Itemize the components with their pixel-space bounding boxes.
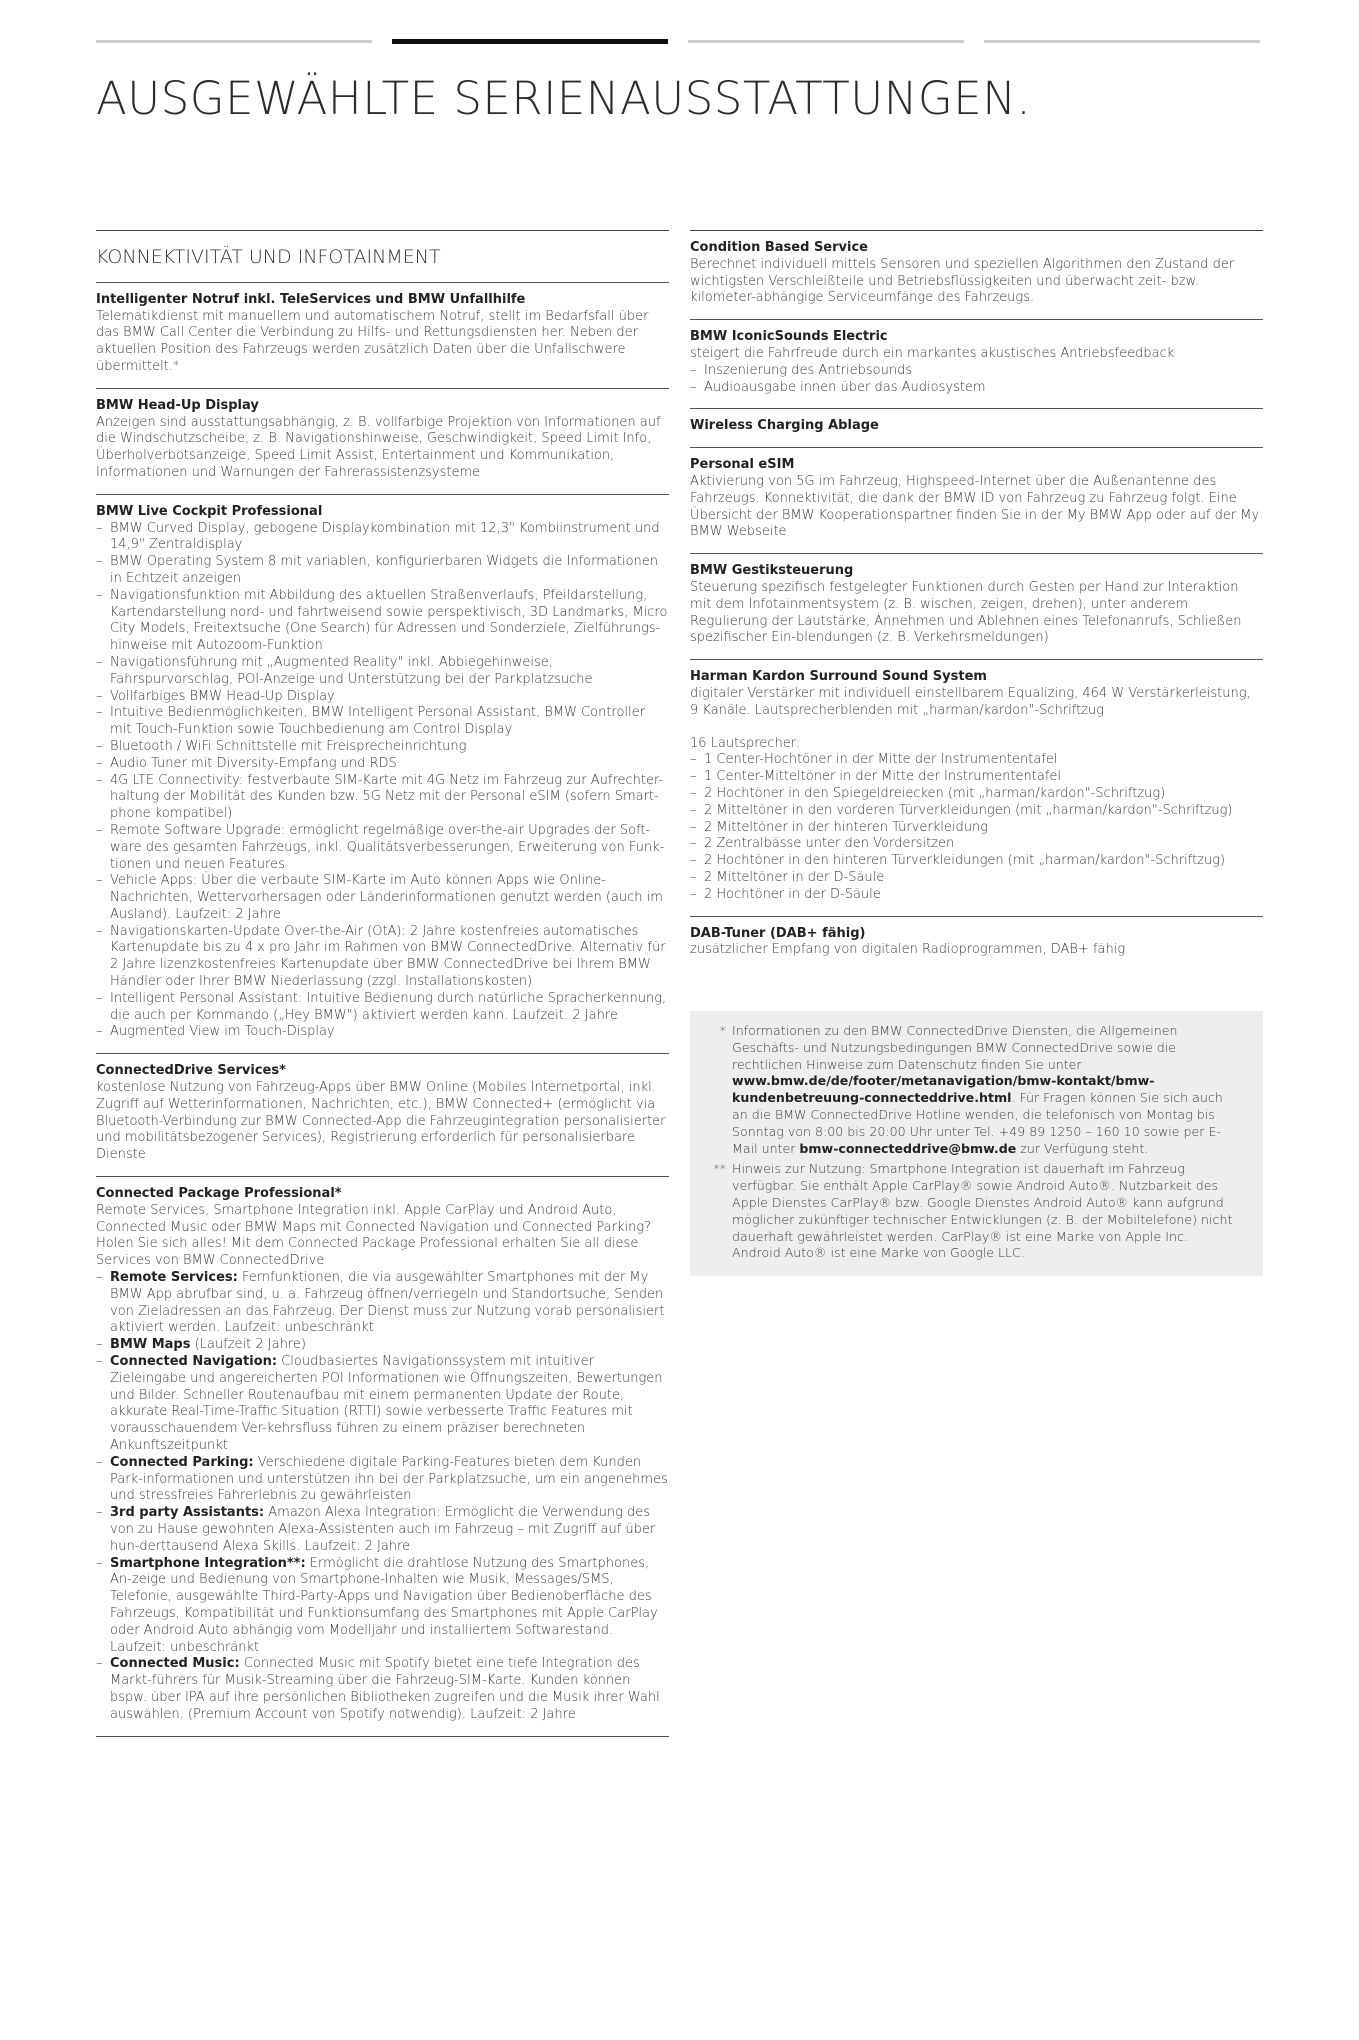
list-item: – Audio Tuner mit Diversity-Empfang und RDS [96, 756, 669, 773]
item-dab-tuner [690, 916, 1263, 972]
feature-list [690, 363, 1263, 397]
list-item: – 1 Center-Hochtöner in der Mitte der Instrumententafel [690, 752, 1263, 769]
list-item: – Audioausgabe innen über das Audiosystem [690, 380, 1263, 397]
speaker-list [690, 752, 1263, 903]
item-title: Condition Based Service [690, 240, 868, 255]
speakers-label: 16 Lautsprecher: [690, 735, 801, 751]
item-text: digitaler Verstärker mit individuell einstellbarem Equalizing, 464 W Verstärkerleistung, 9 Kanäle. Lautsprecherblenden mit „harman/kardon"-Schriftzug [690, 685, 1251, 718]
page-title: AUSGEWÄHLTE SERIENAUSSTATTUNGEN. [96, 72, 1032, 125]
list-item: – Vehicle Apps: Über die verbaute SIM-Karte im Auto können Apps wie Online-Nachrichten, Wettervorhersagen oder Länderinformationen genutzt werden (auch im Ausland). Laufzeit: 2 Jahre [96, 873, 669, 923]
item-personal-esim [690, 447, 1263, 553]
list-item: – 2 Mitteltöner in der hinteren Türverkleidung [690, 820, 1263, 837]
list-item: – Navigationskarten-Update Over-the-Air (OtA): 2 Jahre kostenfreies automatisches Kartenupdate bis zu 4 x pro Jahr im Rahmen von BMW ConnectedDrive. Alternativ für 2 Jahre lizenzkostenfreies Kartenupdate über BMW ConnectedDrive bei Ihrem BMW Händler oder Ihrer BMW Niederlassung (zzgl. Installationskosten) [96, 924, 669, 991]
footnote-mark: ** [713, 1161, 726, 1177]
list-item: – 2 Mitteltöner in der D-Säule [690, 870, 1263, 887]
item-text: steigert die Fahrfreude durch ein markantes akustisches Antriebsfeedback [690, 345, 1175, 361]
item-text: Berechnet individuell mittels Sensoren und speziellen Algorithmen den Zustand der wichtigsten Verschleißteile und Betriebsflüssigkeiten und überwacht zeit- bzw. kilometer-abhängige Serviceumfänge des Fahrzeugs. [690, 256, 1235, 306]
feature-list [96, 521, 669, 1042]
right-column [690, 230, 1263, 1276]
list-item: – Intelligent Personal Assistant: Intuitive Bedienung durch natürliche Spracherkennung, die auch per Kommando („Hey BMW") aktiviert werden kann. Laufzeit: 2 Jahre [96, 991, 669, 1025]
list-item: – Remote Software Upgrade: ermöglicht regelmäßige over-the-air Upgrades der Soft-ware des gesamten Fahrzeugs, inkl. Qualitätsverbesserungen, Erweiterung von Funk-tionen und neuen Features [96, 823, 669, 873]
item-text: Telematikdienst mit manuellem und automatischem Notruf, stellt im Bedarfsfall über das BMW Call Center die Verbindung zu Hilfs- und Rettungsdiensten her. Neben der aktuellen Position des Fahrzeugs werden zusätzlich Daten über die Unfallschwere übermittelt.* [96, 308, 649, 374]
item-text: Anzeigen sind ausstattungsabhängig, z. B. vollfarbige Projektion von Informationen auf die Windschutzscheibe, z. B. Navigationshinweise, Geschwindigkeit, Speed Limit Info, Überholverbotsanzeige, Speed Limit Assist, Entertainment und Kommunikation, Informationen und Warnungen der Fahrerassistenzsysteme [96, 414, 661, 480]
item-harman-kardon [690, 659, 1263, 915]
item-title: BMW Live Cockpit Professional [96, 503, 323, 519]
list-item: – 3rd party Assistants: Amazon Alexa Integration: Ermöglicht die Verwendung des von zu Hause gewohnten Alexa-Assistenten auch im Fahrzeug – mit Zugriff auf über hun-derttausend Alexa Skills. Laufzeit: 2 Jahre [96, 1505, 669, 1555]
tab-indicator-4[interactable] [984, 40, 1260, 43]
list-item: – 4G LTE Connectivity: festverbaute SIM-Karte mit 4G Netz im Fahrzeug zur Aufrechter-haltung der Mobilität des Kunden bzw. 5G Netz mit der Personal eSIM (sofern Smart-phone kompatibel) [96, 773, 669, 823]
footnote-mark: * [719, 1023, 726, 1039]
list-item: – Intuitive Bedienmöglichkeiten, BMW Intelligent Personal Assistant, BMW Controller mit Touch-Funktion sowie Touchbedienung am Control Display [96, 705, 669, 739]
item-wireless-charging [690, 408, 1263, 447]
item-title: Connected Package Professional* [96, 1186, 342, 1202]
list-item: – Smartphone Integration**: Ermöglicht die drahtlose Nutzung des Smartphones, An-zeige und Bedienung von Smartphone-Inhalten wie Musik, Messages/SMS, Telefonie, ausgewählte Third-Party-Apps und Navigation über Bedienoberfläche des Fahrzeugs, Kompatibilität und Funktionsumfang des Smartphones mit Apple CarPlay oder Android Auto abhängig vom Modelljahr und installiertem Softwarestand. Laufzeit: unbeschränkt [96, 1556, 669, 1657]
list-item: – 2 Hochtöner in den Spiegeldreiecken (mit „harman/kardon"-Schriftzug) [690, 786, 1263, 803]
tab-indicator-2[interactable] [392, 39, 668, 44]
item-title: Intelligenter Notruf inkl. TeleServices und BMW Unfallhilfe [96, 291, 526, 307]
item-title: BMW Gestiksteuerung [690, 563, 854, 579]
item-text: kostenlose Nutzung von Fahrzeug-Apps über BMW Online (Mobiles Internetportal, inkl. Zugriff auf Wetterinformationen, Nachrichten, etc.), BMW Connected+ (ermöglicht via Bluetooth-Verbindung zur BMW Connected-App die Fahrzeugintegration personalisierter und mobilitätsbezogener Services), Registrierung erforderlich für personalisierbare Dienste [96, 1080, 666, 1163]
footnote-2 [704, 1161, 1239, 1262]
section-title: KONNEKTIVITÄT UND INFOTAINMENT [96, 230, 669, 282]
item-title: Harman Kardon Surround Sound System [690, 669, 987, 685]
list-item: – 2 Mitteltöner in den vorderen Türverkleidungen (mit „harman/kardon"-Schriftzug) [690, 803, 1263, 820]
list-item: – Augmented View im Touch-Display [96, 1024, 669, 1041]
item-title: Wireless Charging Ablage [690, 418, 879, 434]
item-text: Remote Services, Smartphone Integration inkl. Apple CarPlay und Android Auto, Connected Music oder BMW Maps mit Connected Navigation und Connected Parking? Holen Sie sich alles! Mit dem Connected Package Professional erhalten Sie all diese Services von BMW ConnectedDrive [96, 1202, 652, 1269]
list-item: – 1 Center-Mitteltöner in der Mitte der Instrumententafel [690, 769, 1263, 786]
list-item: – Connected Navigation: Cloudbasiertes Navigationssystem mit intuitiver Zieleingabe und angereicherten POI Informationen wie Öffnungszeiten, Bewertungen und Bilder. Schneller Routenaufbau mit einem permanenten Update der Route, akkurate Real-Time-Traffic Situation (RTTI) sowie verbesserte Traffic Features mit vorausschauendem Ver-kehrsfluss führen zu einem präziser berechneten Ankunftszeitpunkt [96, 1354, 669, 1455]
email-link[interactable]: bmw-connecteddrive@bmw.de [799, 1140, 1017, 1156]
item-notruf [96, 282, 669, 388]
list-item: – BMW Maps (Laufzeit 2 Jahre) [96, 1337, 669, 1354]
left-column [96, 230, 669, 1737]
item-iconic-sounds [690, 319, 1263, 408]
item-title: BMW Head-Up Display [96, 397, 259, 413]
progress-tabs [96, 40, 1264, 46]
item-text: Aktivierung von 5G im Fahrzeug, Highspeed-Internet über die Außenantenne des Fahrzeugs. Konnektivität, die dank der BMW ID von Fahrzeug zu Fahrzeug folgt. Eine Übersicht der BMW Kooperationspartner finden Sie in der My BMW App oder auf der My BMW Webseite [690, 473, 1260, 540]
list-item: – BMW Curved Display, gebogene Displaykombination mit 12,3" Kombiinstrument und 14,9" Zentraldisplay [96, 521, 669, 555]
list-item: – Bluetooth / WiFi Schnittstelle mit Freisprecheinrichtung [96, 739, 669, 756]
list-item: – 2 Hochtöner in den hinteren Türverkleidungen (mit „harman/kardon"-Schriftzug) [690, 853, 1263, 870]
item-live-cockpit [96, 494, 669, 1054]
list-item: – 2 Hochtöner in der D-Säule [690, 887, 1263, 904]
item-connected-package [96, 1176, 669, 1737]
list-item: – Navigationsführung mit „Augmented Reality" inkl. Abbiegehinweise, Fahrspurvorschlag, POI-Anzeige und Unterstützung bei der Parkplatzsuche [96, 655, 669, 689]
feature-list [96, 1270, 669, 1724]
connecteddrive-link[interactable]: www.bmw.de/de/footer/metanavigation/bmw-kontakt/bmw-kundenbetreuung-connecteddrive.html [732, 1073, 1155, 1106]
list-item: – Remote Services: Fernfunktionen, die via ausgewählter Smartphones mit der My BMW App abrufbar sind, u. a. Fahrzeug öffnen/verriegeln und Standortsuche, Senden von Zieladressen an das Fahrzeug. Der Dienst muss zur Nutzung vorab personalisiert aktiviert werden. Laufzeit: unbeschränkt [96, 1270, 669, 1337]
item-connecteddrive-services [96, 1053, 669, 1176]
item-text: Steuerung spezifisch festgelegter Funktionen durch Gesten per Hand zur Interaktion mit dem Infotainmentsystem (z. B. wischen, zeigen, drehen), unter anderem Regulierung der Lautstärke, Annehmen und Ablehnen eines Telefonanrufs, Schließen spezifischer Ein-blendungen (z. B. Verkehrsmeldungen) [690, 579, 1242, 646]
tab-indicator-3[interactable] [688, 40, 964, 43]
item-gestikstreuerung [690, 553, 1263, 659]
footnote-1 [704, 1023, 1239, 1157]
footnote-text: Informationen zu den BMW ConnectedDrive Diensten, die Allgemeinen Geschäfts- und Nutzungsbedingungen BMW ConnectedDrive sowie die rechtlichen Hinweise zum Datenschutz finden Sie unter www.bmw.de/de/footer/metanavigation/bmw-kontakt/bmw-kundenbetreuung-connecteddrive.html. Für Fragen können Sie sich auch an die BMW ConnectedDrive Hotline wenden, die telefonisch von Montag bis Sonntag von 8:00 bis 20:00 Uhr unter Tel. +49 89 1250 – 160 10 sowie per E-Mail unter bmw-connecteddrive@bmw.de zur Verfügung steht. [732, 1023, 1223, 1156]
item-title: ConnectedDrive Services* [96, 1063, 286, 1079]
item-title: Personal eSIM [690, 457, 795, 473]
item-text: zusätzlicher Empfang von digitalen Radioprogrammen, DAB+ fähig [690, 942, 1126, 958]
list-item: – 2 Zentralbässe unter den Vordersitzen [690, 836, 1263, 853]
list-item: – BMW Operating System 8 mit variablen, konfigurierbaren Widgets die Informationen in Echtzeit anzeigen [96, 554, 669, 588]
footnote-text: Hinweis zur Nutzung: Smartphone Integration ist dauerhaft im Fahrzeug verfügbar. Sie enthält Apple CarPlay® sowie Android Auto®. Nutzbarkeit des Apple Dienstes CarPlay® bzw. Google Dienstes Android Auto® kann aufgrund möglicher zukünftiger technischer Entwicklungen (z. B. der Mobiltelefone) nicht dauerhaft gewährleistet werden. CarPlay® ist eine Marke von Apple Inc. Android Auto® ist eine Marke von Google LLC. [732, 1161, 1233, 1261]
item-head-up-display [96, 388, 669, 494]
item-title: DAB-Tuner (DAB+ fähig) [690, 925, 866, 941]
list-item: – Connected Music: Connected Music mit Spotify bietet eine tiefe Integration des Markt-führers für Musik-Streaming über die Fahrzeug-SIM-Karte. Kunden können bspw. über IPA auf ihre persönlichen Bibliotheken zugreifen und die Musik ihrer Wahl auswählen. (Premium Account von Spotify notwendig). Laufzeit: 2 Jahre [96, 1656, 669, 1723]
footnotes-box [690, 1011, 1263, 1276]
list-item: – Navigationsfunktion mit Abbildung des aktuellen Straßenverlaufs, Pfeildarstellung, Kartendarstellung nord- und fahrtweisend sowie perspektivisch, 3D Landmarks, Micro City Models, Freitextsuche (One Search) für Adressen und Sonderziele, Zielführungs-hinweise mit Autozoom-Funktion [96, 588, 669, 655]
item-condition-based-service [690, 230, 1263, 319]
tab-indicator-1[interactable] [96, 40, 372, 43]
item-title: BMW IconicSounds Electric [690, 329, 888, 345]
list-item: – Inszenierung des Antriebsounds [690, 363, 1263, 380]
list-item: – Vollfarbiges BMW Head-Up Display [96, 689, 669, 706]
list-item: – Connected Parking: Verschiedene digitale Parking-Features bieten dem Kunden Park-informationen und unterstützen ihn bei der Parkplatzsuche, um ein angenehmes und stressfreies Fahrerlebnis zu gewährleisten [96, 1455, 669, 1505]
